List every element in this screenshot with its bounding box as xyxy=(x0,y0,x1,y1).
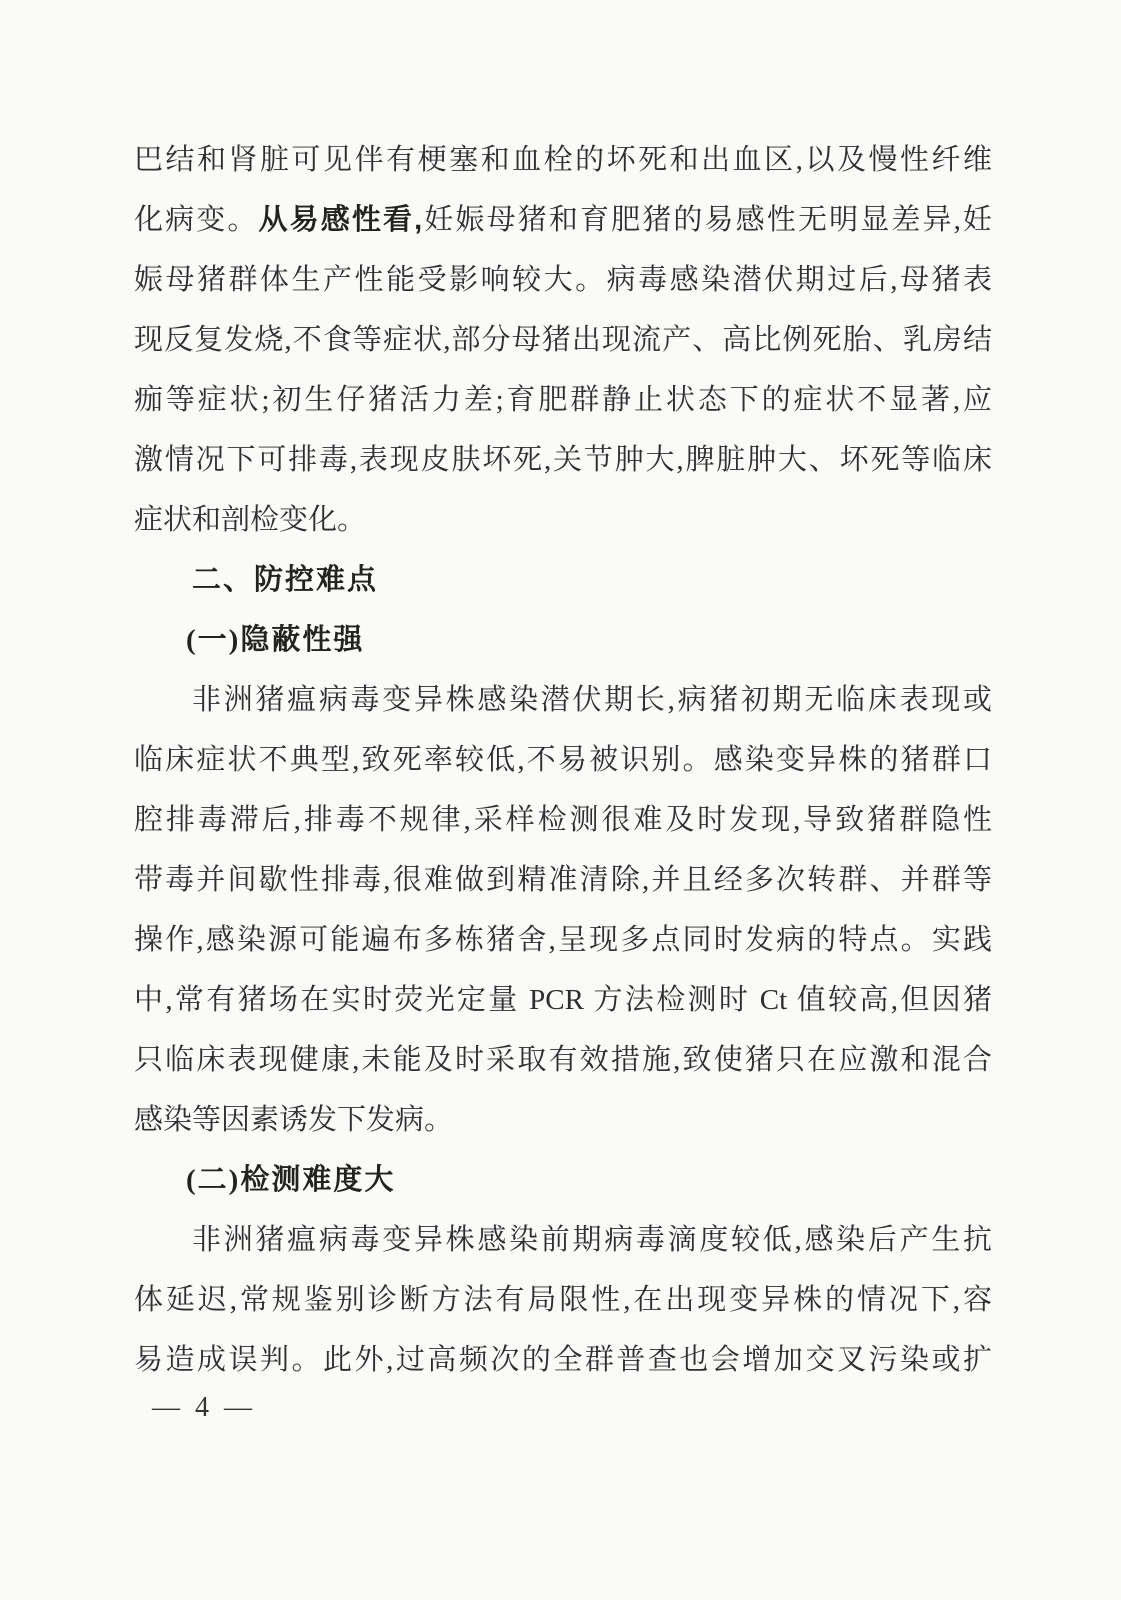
bold-text-run: 从易感性看, xyxy=(258,204,423,236)
text-line: 巴结和肾脏可见伴有梗塞和血栓的坏死和出血区,以及慢性纤维 xyxy=(134,144,992,176)
subsection-heading: (一)隐蔽性强 xyxy=(186,624,365,656)
text-line: 激情况下可排毒,表现皮肤坏死,关节肿大,脾脏肿大、坏死等临床 xyxy=(134,444,992,476)
subsection-heading: (二)检测难度大 xyxy=(186,1164,396,1196)
text-line: 中,常有猪场在实时荧光定量 PCR 方法检测时 Ct 值较高,但因猪 xyxy=(134,984,992,1016)
text-line: 非洲猪瘟病毒变异株感染潜伏期长,病猪初期无临床表现或 xyxy=(192,684,992,716)
text-line: 操作,感染源可能遍布多栋猪舍,呈现多点同时发病的特点。实践 xyxy=(134,924,992,956)
text-line: 痂等症状;初生仔猪活力差;育肥群静止状态下的症状不显著,应 xyxy=(134,384,992,416)
text-line: 症状和剖检变化。 xyxy=(134,504,367,536)
text-line: 带毒并间歇性排毒,很难做到精准清除,并且经多次转群、并群等 xyxy=(134,864,992,896)
section-heading: 二、防控难点 xyxy=(192,564,379,596)
text-line: 娠母猪群体生产性能受影响较大。病毒感染潜伏期过后,母猪表 xyxy=(134,264,992,296)
text-line: 现反复发烧,不食等症状,部分母猪出现流产、高比例死胎、乳房结 xyxy=(134,324,992,356)
text-line: 腔排毒滞后,排毒不规律,采样检测很难及时发现,导致猪群隐性 xyxy=(134,804,992,836)
text-line: 易造成误判。此外,过高频次的全群普查也会增加交叉污染或扩 xyxy=(134,1344,992,1376)
text-run: 妊娠母猪和育肥猪的易感性无明显差异,妊 xyxy=(422,204,992,236)
text-line xyxy=(134,190,992,250)
text-run: 化病变。 xyxy=(134,204,259,236)
text-line: 体延迟,常规鉴别诊断方法有局限性,在出现变异株的情况下,容 xyxy=(134,1284,992,1316)
page-number: — 4 — xyxy=(152,1392,256,1423)
text-block xyxy=(134,130,992,1390)
text-line: 非洲猪瘟病毒变异株感染前期病毒滴度较低,感染后产生抗 xyxy=(192,1224,992,1256)
text-line: 临床症状不典型,致死率较低,不易被识别。感染变异株的猪群口 xyxy=(134,744,992,776)
text-line: 感染等因素诱发下发病。 xyxy=(134,1104,454,1136)
text-line: 只临床表现健康,未能及时采取有效措施,致使猪只在应激和混合 xyxy=(134,1044,992,1076)
